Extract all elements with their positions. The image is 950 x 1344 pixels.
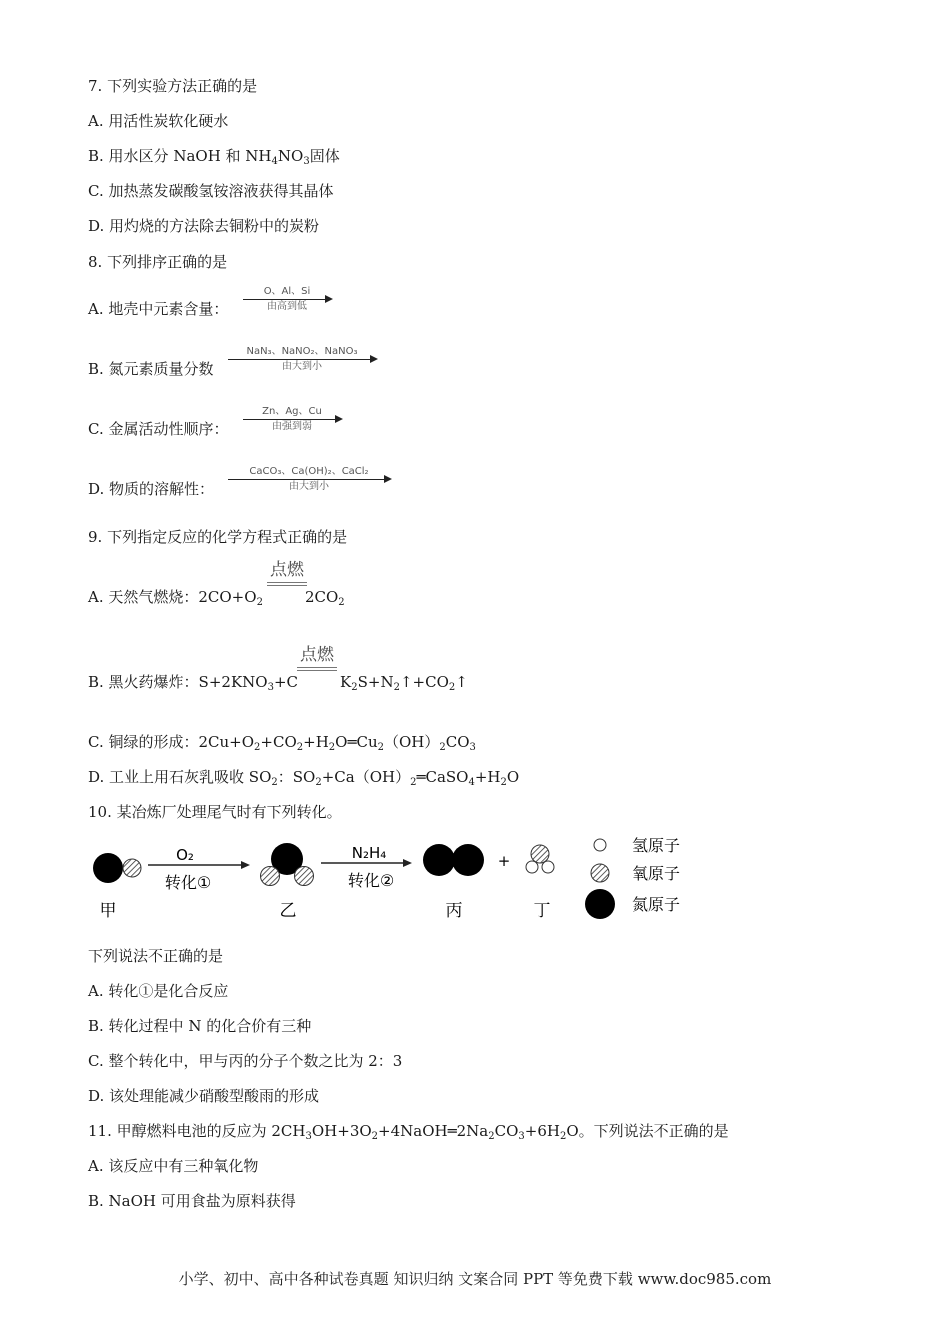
q9-option-b-condition: 点燃	[297, 645, 337, 671]
q10-ask: 下列说法不正确的是	[88, 947, 224, 965]
label-ding: 丁	[533, 901, 551, 921]
q8-option-b-label: B. 氮元素质量分数	[88, 360, 214, 378]
q7-option-c: C. 加热蒸发碳酸氢铵溶液获得其晶体	[88, 182, 334, 200]
q8-option-a-label: A. 地壳中元素含量：	[88, 300, 229, 318]
q9-option-b: B. 黑火药爆炸：$S+2KNO_3+C$ $K_2S+N_2↑+CO_2↑$	[88, 673, 468, 693]
q9-option-c: C. 铜绿的形成：$2Cu+O_2+CO_2+H_2O═Cu_2(OH)_2CO_3$	[88, 733, 476, 753]
q9-option-a-condition: 点燃	[267, 560, 307, 586]
q8-option-c-arrow: Zn、Ag、Cu 由强到弱	[243, 406, 341, 433]
q10-option-b: B. 转化过程中 N 的化合价有三种	[88, 1017, 312, 1035]
q7-option-a: A. 用活性炭软化硬水	[88, 112, 229, 130]
q7-option-d: D. 用灼烧的方法除去铜粉中的炭粉	[88, 217, 320, 235]
reagent-n2h4: N₂H₄	[351, 844, 387, 862]
q11-option-b: B. NaOH 可用食盐为原料获得	[88, 1192, 296, 1210]
q8-option-d-arrow: CaCO₃、Ca(OH)₂、CaCl₂ 由大到小	[228, 466, 390, 493]
label-bing: 丙	[445, 901, 463, 921]
label-jia: 甲	[99, 901, 117, 921]
molecule-jia-icon	[93, 853, 141, 883]
q10-option-a: A. 转化①是化合反应	[88, 982, 229, 1000]
q8-option-b-arrow: NaN₃、NaNO₂、NaNO₃ 由大到小	[228, 346, 376, 373]
molecule-ding-icon	[526, 845, 554, 873]
label-yi: 乙	[279, 901, 297, 921]
q8-option-c-label: C. 金属活动性顺序：	[88, 420, 229, 438]
q8-stem: 8. 下列排序正确的是	[88, 253, 228, 271]
molecule-yi-icon	[261, 843, 314, 886]
step-1-label: 转化①	[164, 873, 212, 892]
q7-option-b: B. 用水区分 NaOH 和 $NH_4NO_3$固体	[88, 147, 340, 167]
hydrogen-atom-icon	[594, 839, 606, 851]
q11-stem: 11. 甲醇燃料电池的反应为 $2CH_3OH+3O_2+4NaOH═2Na_2CO_3+6H_2O$。下列说法不正确的是	[88, 1122, 729, 1142]
q11-option-a: A. 该反应中有三种氧化物	[88, 1157, 259, 1175]
molecule-bing-icon	[423, 844, 484, 876]
legend-oxygen: 氧原子	[632, 864, 681, 883]
reagent-o2: O₂	[176, 846, 194, 864]
q10-option-d: D. 该处理能减少硝酸型酸雨的形成	[88, 1087, 320, 1105]
q7-stem: 7. 下列实验方法正确的是	[88, 77, 258, 95]
q9-stem: 9. 下列指定反应的化学方程式正确的是	[88, 528, 348, 546]
nitrogen-atom-icon	[585, 889, 615, 919]
legend-nitrogen: 氮原子	[632, 895, 681, 914]
q9-option-d: D. 工业上用石灰乳吸收 $SO_2$：$SO_2+Ca(OH)_2═CaSO_4+H_2O$	[88, 768, 520, 788]
q10-stem: 10. 某冶炼厂处理尾气时有下列转化。	[88, 803, 342, 821]
oxygen-atom-icon	[591, 864, 609, 882]
page-footer: 小学、初中、高中各种试卷真题 知识归纳 文案合同 PPT 等免费下载 www.doc985.com	[178, 1270, 772, 1288]
legend-hydrogen: 氢原子	[632, 836, 681, 855]
q9-option-a: A. 天然气燃烧：$2CO+O_2$ $2CO_2$	[88, 588, 345, 608]
plus-sign: +	[497, 852, 511, 870]
molecule-conversion-diagram	[88, 834, 708, 934]
step-2-label: 转化②	[347, 871, 395, 890]
q10-option-c: C. 整个转化中，甲与丙的分子个数之比为 2：3	[88, 1052, 403, 1070]
q8-option-d-label: D. 物质的溶解性：	[88, 480, 215, 498]
q8-option-a-arrow: O、Al、Si 由高到低	[243, 286, 331, 313]
